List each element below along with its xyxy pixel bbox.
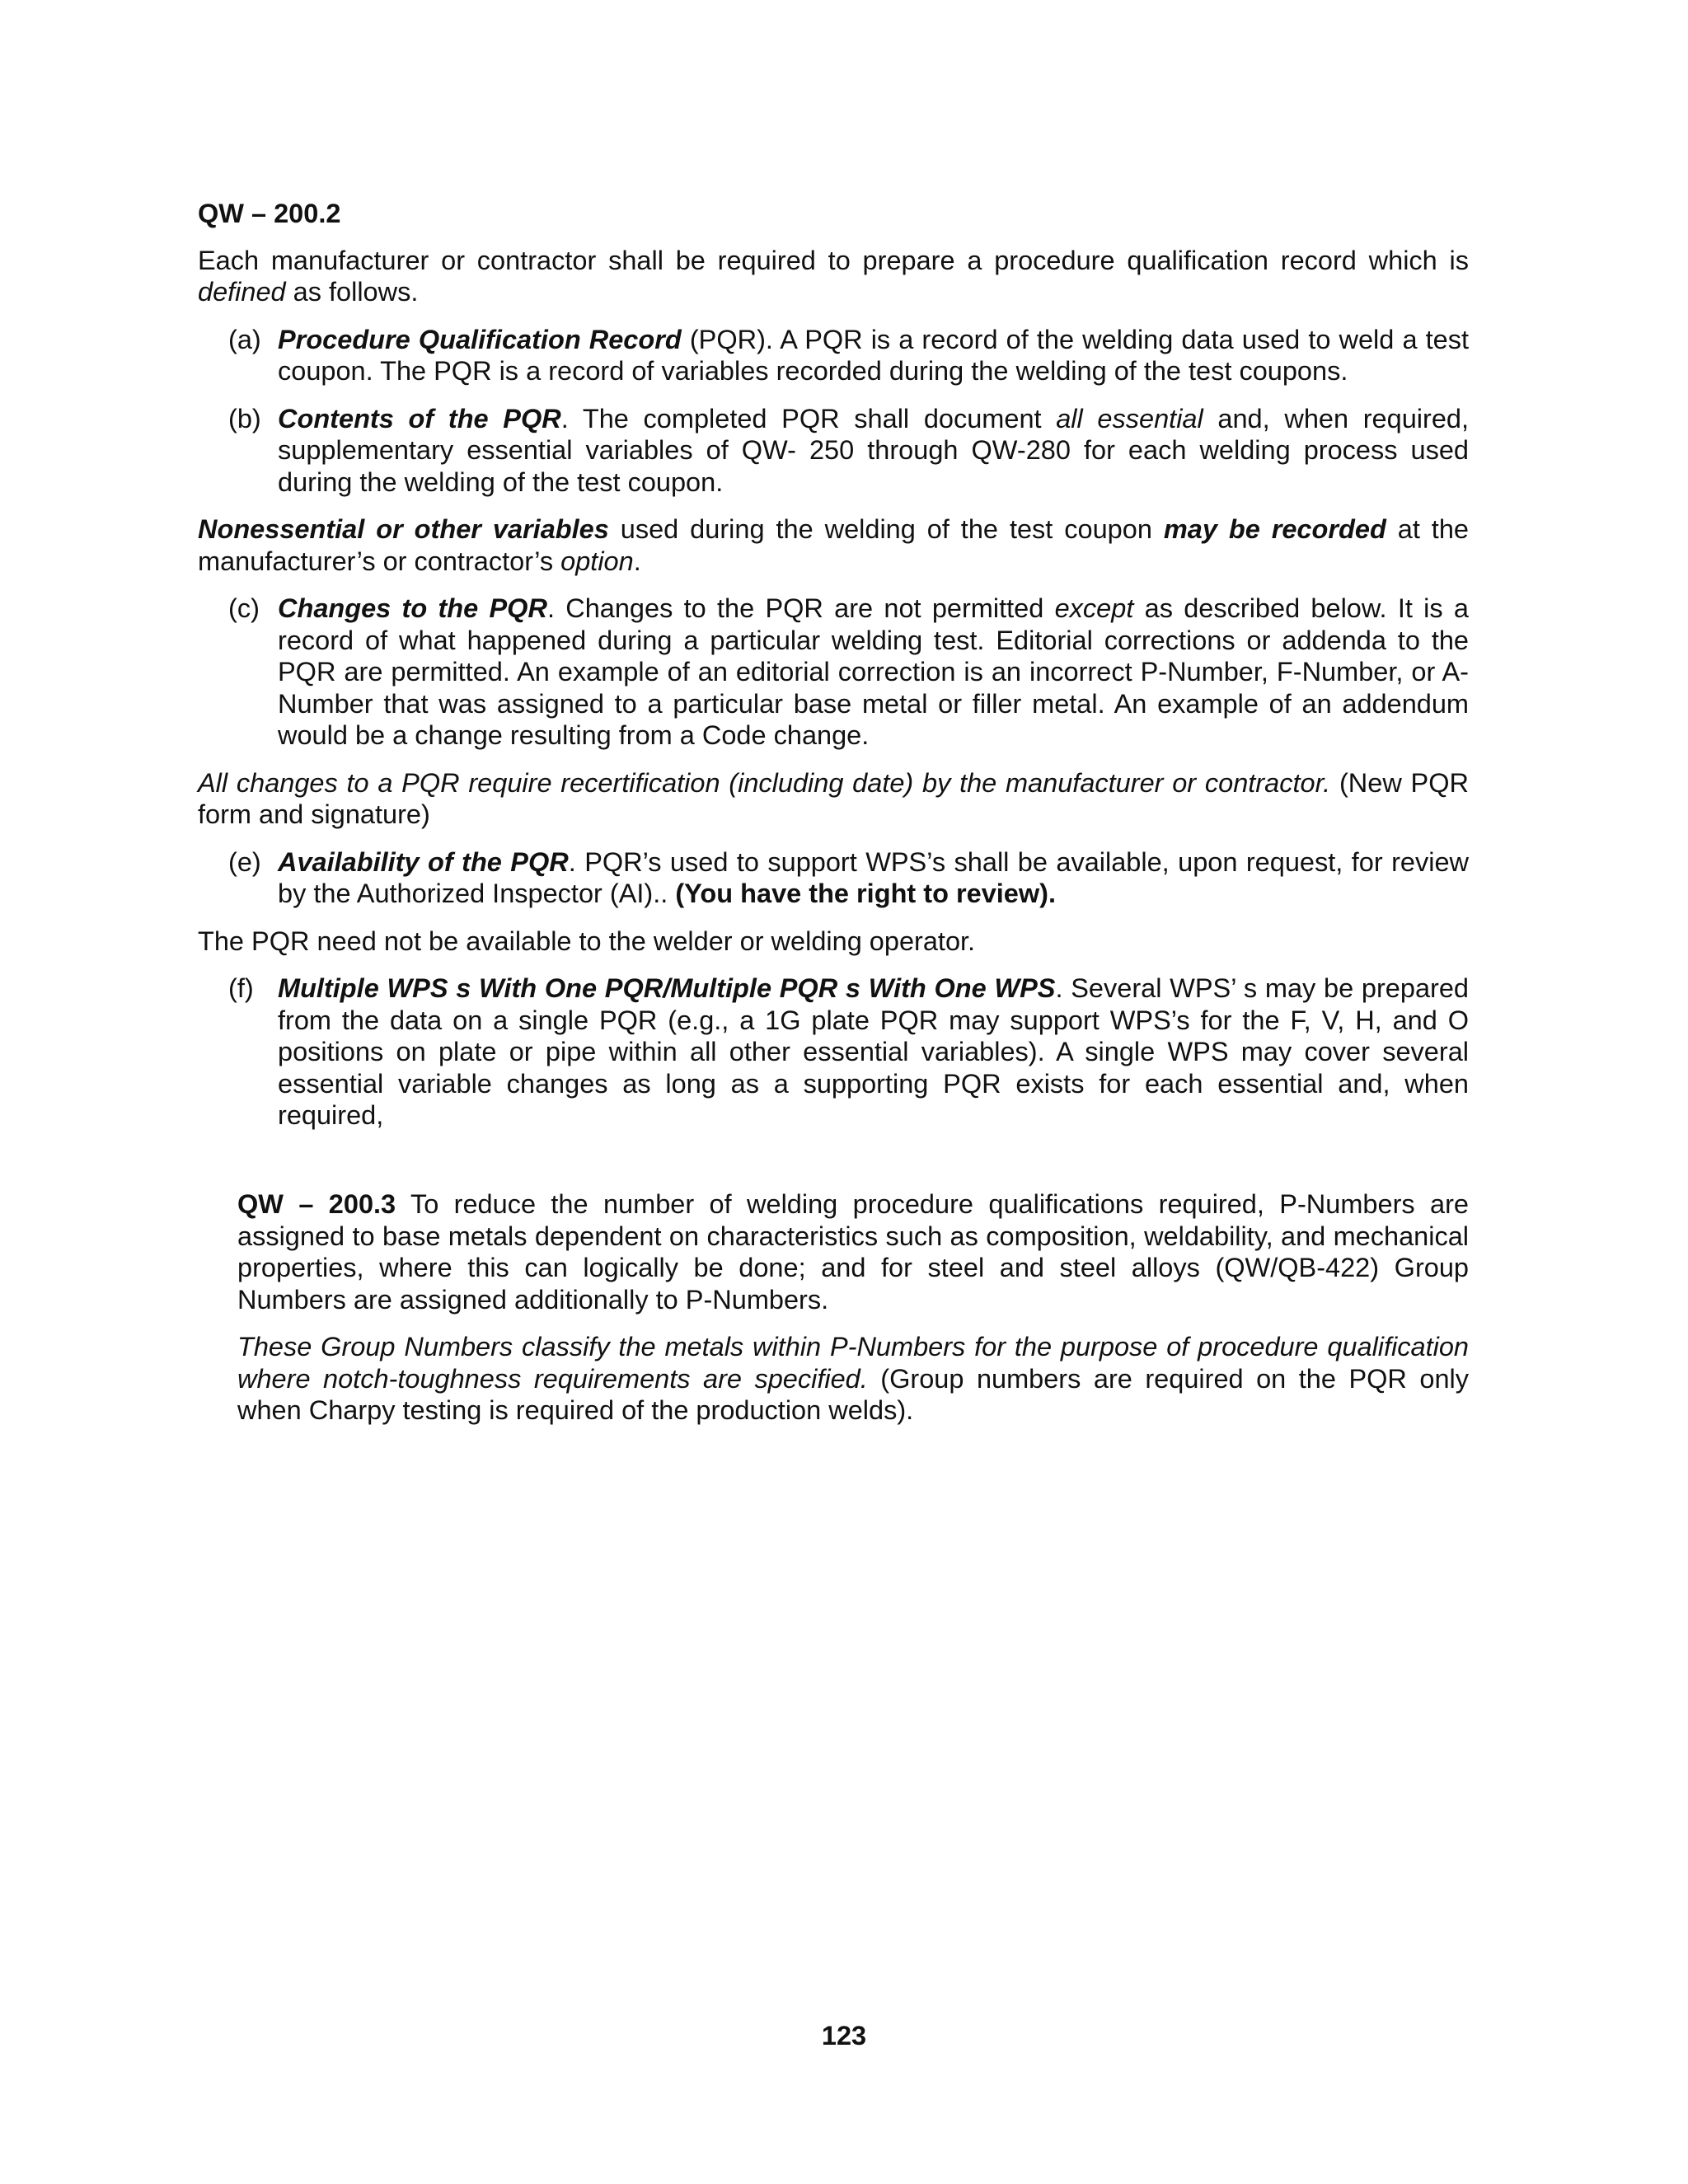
- item-c-text-end: as described below. It is a record of what happened during a particular welding test. Editorial corrections or addenda to the PQR are permitted. An example of an editorial correction is an incorrect P-Number, F-Number, or A-Number that was assigned to a particular base metal or filler metal. An example of an addendum would be a change resulting from a Code change.: [278, 593, 1469, 750]
- nonessential-text-end: .: [633, 546, 641, 576]
- item-c-title: Changes to the PQR: [278, 593, 547, 623]
- item-b-italic: all essential: [1056, 403, 1203, 434]
- intro-text-end: as follows.: [285, 277, 419, 307]
- item-c-italic: except: [1054, 593, 1134, 623]
- item-a-title: Procedure Qualification Record: [278, 324, 682, 354]
- item-a-text: (PQR). A PQR is a record of the welding data used to weld a test coupon. The PQR is a record of variables recorded during the welding of the test coupons.: [278, 324, 1469, 386]
- item-b-text: . The completed PQR shall document: [560, 403, 1057, 434]
- item-c-text: . Changes to the PQR are not permitted: [546, 593, 1055, 623]
- section-200-3: [237, 1188, 1469, 1442]
- group-numbers-italic: These Group Numbers classify the metals within P-Numbers for the purpose of procedure qualification where notch-toughness requirements are specified.: [237, 1332, 1469, 1394]
- item-f-label: (f): [228, 973, 254, 1003]
- nonessential-emphasis: may be recorded: [1163, 514, 1386, 544]
- changes-note-text: (New PQR form and signature): [198, 767, 1469, 829]
- section-heading-200-2: QW – 200.2: [198, 199, 341, 228]
- item-f-text: . Several WPS’ s may be prepared from the data on a single PQR (e.g., a 1G plate PQR may support WPS’s for the F, V, H, and O positions on plate or pipe within all other essential variables). A single WPS may cover several essential variable changes as long as a supporting PQR exists for each essential and, when required,: [278, 973, 1469, 1130]
- item-c-label: (c): [228, 593, 260, 623]
- item-e-bold: (You have the right to review).: [675, 879, 1057, 908]
- section-200-3-text: To reduce the number of welding procedure qualifications required, P-Numbers are assigned to base metals dependent on characteristics such as composition, weldability, and mechanical properties, where this can logically be done; and for steel and steel alloys (QW/QB-422) Group Numbers are assigned additionally to P-Numbers.: [237, 1189, 1469, 1315]
- item-f: [198, 972, 1469, 1132]
- item-e-label: (e): [228, 846, 261, 877]
- item-e-text: . PQR’s used to support WPS’s shall be available, upon request, for review by the Authorized Inspector (AI)..: [278, 846, 1469, 908]
- intro-text: Each manufacturer or contractor shall be required to prepare a procedure qualification record which is: [198, 245, 1469, 275]
- item-a: [198, 324, 1469, 387]
- section-200-3-paragraph: [237, 1188, 1469, 1315]
- section-200-3-title: QW – 200.3: [237, 1189, 396, 1219]
- page-number: 123: [821, 2021, 867, 2050]
- changes-note-italic: All changes to a PQR require recertification (including date) by the manufacturer or contractor.: [198, 767, 1331, 798]
- intro-paragraph: [198, 245, 1469, 308]
- changes-note-paragraph: [198, 767, 1469, 831]
- intro-defined: defined: [198, 277, 286, 307]
- nonessential-title: Nonessential or other variables: [198, 514, 609, 544]
- item-a-label: (a): [228, 324, 261, 354]
- item-f-title: Multiple WPS s With One PQR/Multiple PQR s With One WPS: [278, 973, 1056, 1003]
- group-numbers-text: (Group numbers are required on the PQR only when Charpy testing is required of the production welds).: [237, 1363, 1469, 1425]
- nonessential-text-2: at the manufacturer’s or contractor’s: [198, 514, 1469, 576]
- nonessential-paragraph: [198, 513, 1469, 577]
- nonessential-text: used during the welding of the test coupon: [608, 514, 1164, 544]
- item-e-title: Availability of the PQR: [278, 846, 569, 877]
- group-numbers-paragraph: [237, 1331, 1469, 1427]
- item-b-title: Contents of the PQR: [278, 403, 561, 434]
- welder-note-paragraph: The PQR need not be available to the welder or welding operator.: [198, 926, 976, 956]
- page-body: [198, 198, 1469, 1147]
- item-e: [198, 846, 1469, 910]
- nonessential-option: option: [560, 546, 634, 576]
- item-b-label: (b): [228, 403, 261, 434]
- item-c: [198, 593, 1469, 752]
- item-b-text-end: and, when required, supplementary essential variables of QW- 250 through QW-280 for each welding process used during the welding of the test coupon.: [278, 403, 1469, 497]
- item-b: [198, 403, 1469, 499]
